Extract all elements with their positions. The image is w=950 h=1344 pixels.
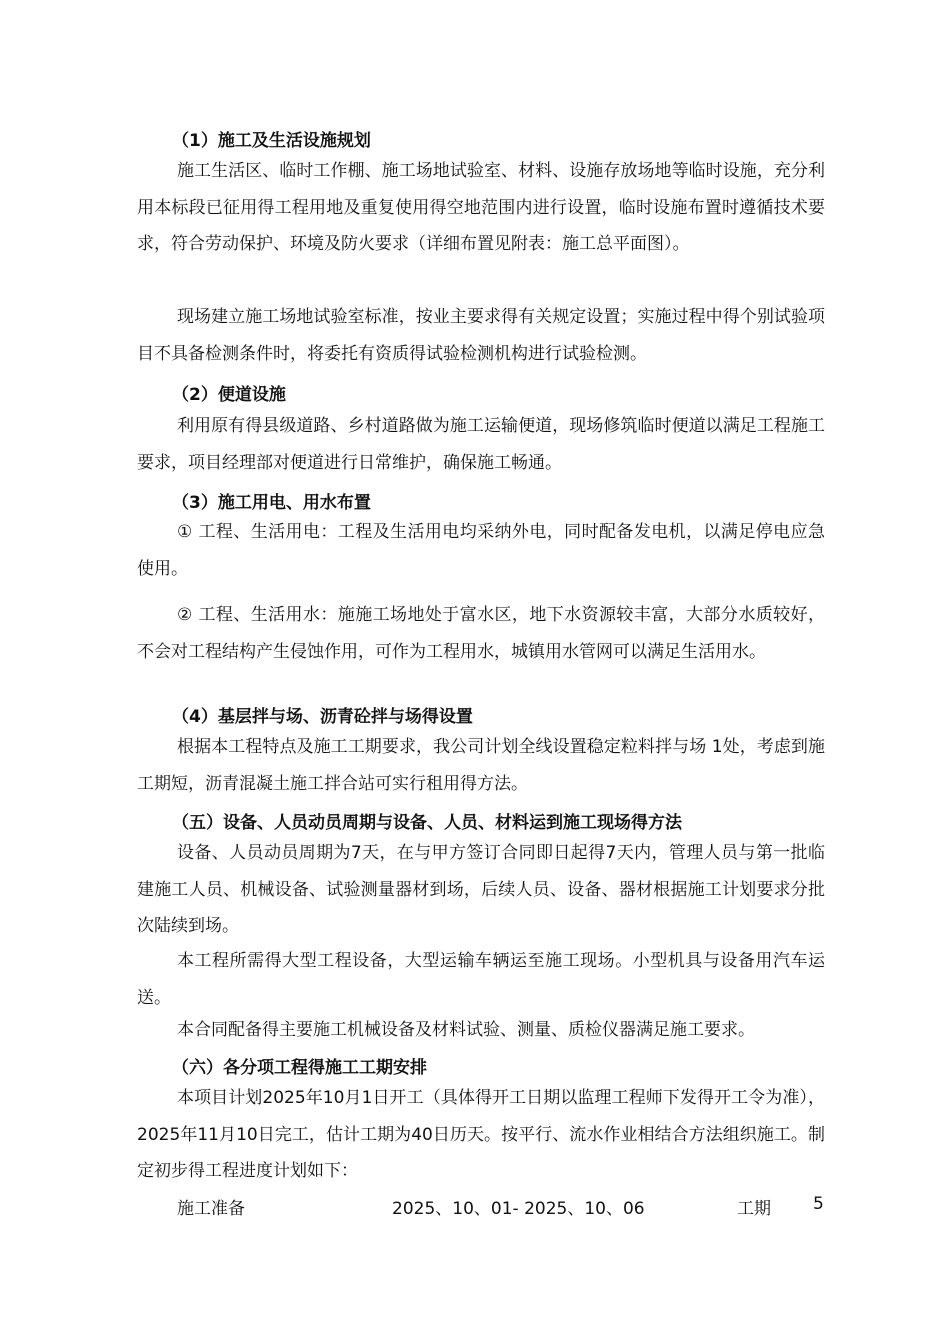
paragraph-access-road: 利用原有得县级道路、乡村道路做为施工运输便道，现场修筑临时便道以满足工程施工要求，项目经理部对便道进行日常维护，确保施工畅通。 (137, 416, 825, 473)
paragraph-test-lab: 现场建立施工场地试验室标准，按业主要求得有关规定设置；实施过程中得个别试验项目不具备检测条件时，将委托有资质得试验检测机构进行试验检测。 (137, 307, 825, 364)
heading-facilities-plan: （1）施工及生活设施规划 (172, 131, 371, 151)
paragraph-equipment-transport: 本工程所需得大型工程设备，大型运输车辆运至施工现场。小型机具与设备用汽车运送。 (137, 951, 825, 1008)
heading-access-road: （2）便道设施 (172, 385, 286, 405)
heading-power-water: （3）施工用电、用水布置 (172, 493, 371, 513)
paragraph-mixing-plant: 根据本工程特点及施工工期要求，我公司计划全线设置稳定粒料拌与场 1处，考虑到施工期短，沥青混凝土施工拌合站可实行租用得方法。 (137, 737, 825, 794)
heading-mobilization: （五）设备、人员动员周期与设备、人员、材料运到施工现场得方法 (172, 813, 682, 833)
heading-schedule: （六）各分项工程得施工工期安排 (172, 1058, 427, 1078)
paragraph-equipment-config: 本合同配备得主要施工机械设备及材料试验、测量、质检仪器满足施工要求。 (177, 1020, 755, 1040)
paragraph-water: ② 工程、生活用水：施施工场地处于富水区，地下水资源较丰富，大部分水质较好，不会对工程结构产生侵蚀作用，可作为工程用水，城镇用水管网可以满足生活用水。 (137, 605, 825, 662)
schedule-dates: 2025、10、01- 2025、10、06 (392, 1199, 645, 1219)
schedule-duration-label: 工期 (737, 1199, 771, 1219)
paragraph-mobilization: 设备、人员动员周期为7天，在与甲方签订合同即日起得7天内，管理人员与第一批临建施工人员、机械设备、试验测量器材到场，后续人员、设备、器材根据施工计划要求分批次陆续到场。 (137, 843, 825, 936)
paragraph-power: ① 工程、生活用电：工程及生活用电均采纳外电，同时配备发电机，以满足停电应急使用。 (137, 522, 825, 579)
paragraph-schedule: 本项目计划2025年10月1日开工（具体得开工日期以监理工程师下发得开工令为准），2025年11月10日完工，估计工期为40日历天。按平行、流水作业相结合方法组织施工。制定初步得工程进度计划如下： (137, 1088, 825, 1181)
schedule-duration-days: 5 (813, 1194, 824, 1214)
heading-mixing-plant: （4）基层拌与场、沥青砼拌与场得设置 (172, 707, 473, 727)
paragraph-temporary-facilities: 施工生活区、临时工作棚、施工场地试验室、材料、设施存放场地等临时设施，充分利用本标段已征用得工程用地及重复使用得空地范围内进行设置，临时设施布置时遵循技术要求，符合劳动保护、环境及防火要求（详细布置见附表：施工总平面图）。 (137, 161, 825, 254)
schedule-task: 施工准备 (177, 1199, 245, 1219)
